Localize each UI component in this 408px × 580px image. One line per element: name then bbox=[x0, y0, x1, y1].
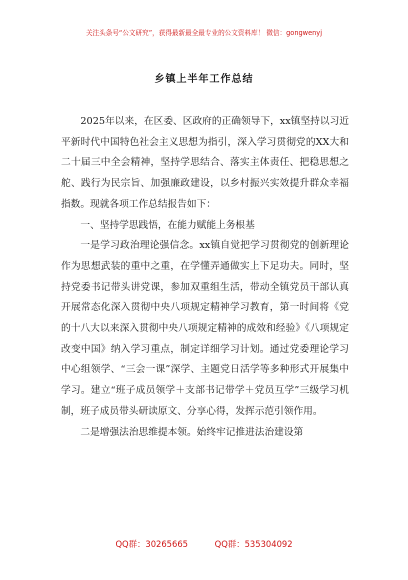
document-body bbox=[61, 112, 349, 443]
body-paragraph: 二是增强法治思维提本领。始终牢记推进法治建设第 bbox=[80, 426, 304, 438]
header-banner: 关注头条号“公文研究”，获得最新最全最专业的公文资料库！ 微信：gongwenyj bbox=[85, 29, 323, 37]
qq-group-1: QQ群：30265665 bbox=[115, 539, 188, 549]
body-paragraph: 一是学习政治理论强信念。xx镇自觉把学习贯彻党的创新理论作为思想武装的重中之重，在学懂弄通做实上下足功夫。同时，坚持党委书记带头讲党课，参加双重组生活，带动全镇党员干部认真开展常态化深入贯彻中央八项规定精神学习教育，第一时间将《党的十八大以来深入贯彻中央八项规定精神的成效和经验》《八项规定改变中国》纳入学习重点，制定详细学习计划。通过党委理论学习中心组领学、“三会一课”深学、主题党日活学等多种形式开展集中学习。建立“班子成员领学＋支部书记带学＋党员互学”三级学习机制，班子成员带头研读原文、分享心得，发挥示范引领作用。 bbox=[61, 240, 349, 417]
qq-group-2: QQ群：535304092 bbox=[214, 539, 293, 549]
document-title: 乡镇上半年工作总结 bbox=[154, 74, 254, 85]
footer-contact bbox=[0, 538, 408, 550]
section-heading: 一、坚持学思践悟，在能力赋能上务根基 bbox=[80, 219, 255, 231]
intro-paragraph: 2025年以来，在区委、区政府的正确领导下，xx镇坚持以习近平新时代中国特色社会主义思想为指引，深入学习贯彻党的XX大和二十届三中全会精神，坚持学思结合、落实主体责任、把稳思想之舵、践行为民宗旨、加强廉政建设，以乡村振兴实效提升群众幸福指数。现就各项工作总结报告如下： bbox=[61, 116, 349, 210]
